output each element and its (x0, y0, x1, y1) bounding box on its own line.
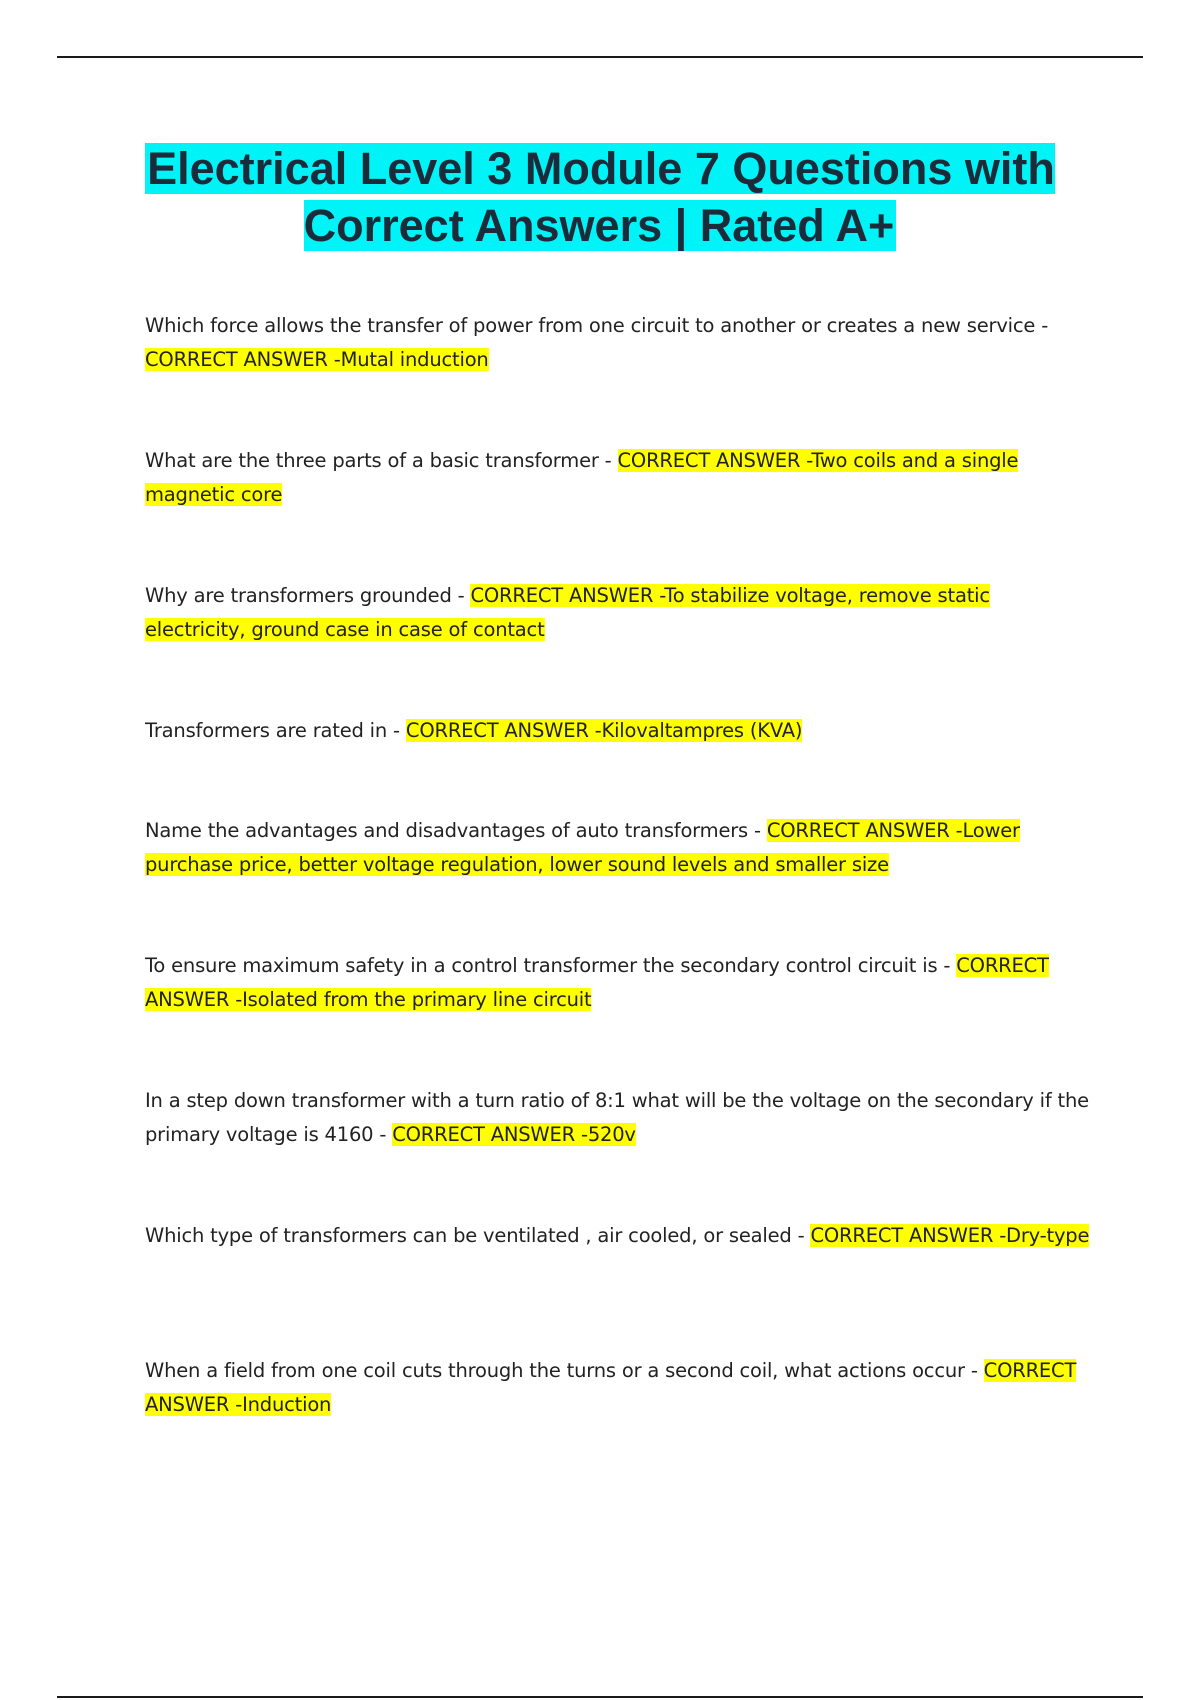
question-text: What are the three parts of a basic transformer - (145, 449, 618, 472)
qa-item-9 (145, 1354, 1090, 1422)
answer-highlight: CORRECT ANSWER -Mutal induction (145, 348, 489, 371)
qa-item-1 (145, 309, 1090, 377)
question-text: Transformers are rated in - (145, 719, 406, 742)
question-text: Which type of transformers can be ventilated , air cooled, or sealed - (145, 1224, 811, 1247)
answer-highlight: CORRECT ANSWER -Induction (145, 1359, 1077, 1416)
answer-highlight: CORRECT ANSWER -Lower purchase price, better voltage regulation, lower sound levels and smaller size (145, 819, 1020, 876)
qa-item-7 (145, 1084, 1090, 1152)
answer-highlight: CORRECT ANSWER -Kilovaltampres (KVA) (405, 719, 803, 742)
qa-item-8 (145, 1219, 1090, 1253)
question-text: To ensure maximum safety in a control transformer the secondary control circuit is - (145, 954, 957, 977)
qa-item-2 (145, 444, 1090, 512)
bottom-rule (57, 1696, 1143, 1698)
question-text: Which force allows the transfer of power from one circuit to another or creates a new service - (145, 314, 1049, 337)
qa-item-3 (145, 579, 1090, 647)
answer-highlight: CORRECT ANSWER -520v (392, 1123, 636, 1146)
question-text: In a step down transformer with a turn ratio of 8:1 what will be the voltage on the secondary if the primary voltage is 4160 - (145, 1089, 1089, 1146)
qa-item-5 (145, 814, 1090, 882)
top-rule (57, 56, 1143, 58)
answer-highlight: CORRECT ANSWER -Isolated from the primary line circuit (145, 954, 1049, 1011)
qa-item-4 (145, 714, 1090, 748)
document-title (100, 140, 1100, 254)
question-text: When a field from one coil cuts through the turns or a second coil, what actions occur - (145, 1359, 984, 1382)
answer-highlight: CORRECT ANSWER -To stabilize voltage, remove static electricity, ground case in case of contact (145, 584, 990, 641)
question-text: Why are transformers grounded - (145, 584, 471, 607)
answer-highlight: CORRECT ANSWER -Dry-type (810, 1224, 1090, 1247)
qa-item-6 (145, 949, 1090, 1017)
question-text: Name the advantages and disadvantages of auto transformers - (145, 819, 767, 842)
answer-highlight: CORRECT ANSWER -Two coils and a single magnetic core (145, 449, 1019, 506)
title-highlight: Electrical Level 3 Module 7 Questions with Correct Answers | Rated A+ (147, 143, 1055, 251)
